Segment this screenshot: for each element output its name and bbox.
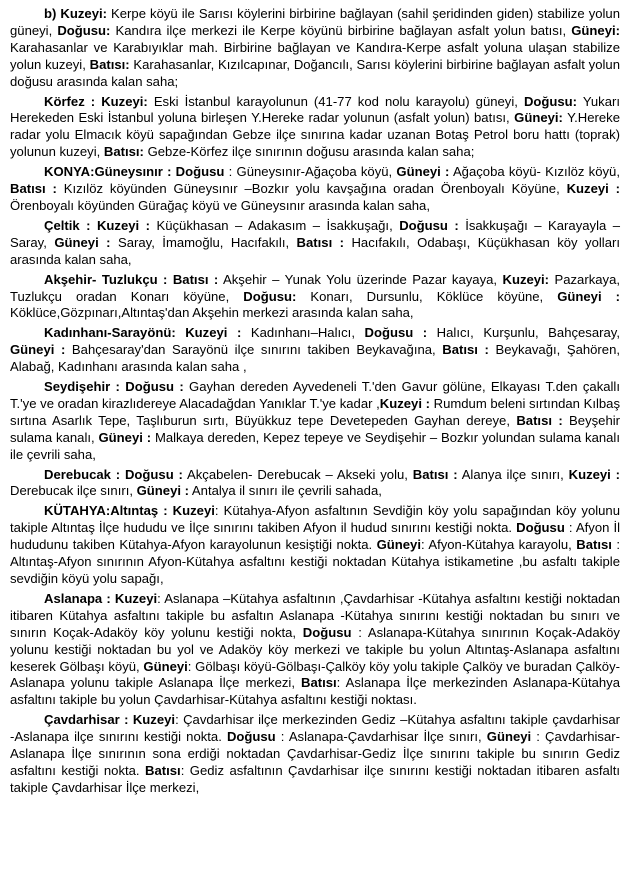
region-paragraph	[10, 467, 620, 501]
boundary-label: Kuzeyi :	[566, 181, 621, 197]
boundary-label: Aslanapa : Kuzeyi	[44, 590, 158, 606]
boundary-text: Konarı, Dursunlu, Köklüce köyüne,	[296, 288, 558, 304]
boundary-label: Batısı :	[296, 234, 345, 250]
boundary-label: Güneyi	[143, 658, 188, 674]
boundary-text: Beyşehir sulama kanalı,	[10, 412, 620, 445]
boundary-label: KONYA:Güneysınır : Doğusu	[44, 164, 225, 180]
boundary-label: Batısı :	[516, 412, 563, 428]
boundary-text: Halıcı, Kurşunlu, Bahçesaray,	[427, 325, 620, 341]
boundary-label: Çavdarhisar : Kuzeyi	[44, 712, 176, 728]
boundary-text: : Aslanapa İlçe merkezinden Aslanapa-Kütahya asfaltını takiple bu yolun Çavdarhisar-Kütahya asfaltını kestiği noktası.	[10, 675, 620, 708]
boundary-text: : Altıntaş-Afyon sınırının Afyon-Kütahya asfaltını kestiği noktadan Kütahya istikametine ,bu asfaltı takiple sevdiğin köyü yolu sapağı,	[10, 537, 620, 586]
boundary-text: Y.Hereke radar yolu Elmacık köyü sapağından Gebze ilçe sınırına kadar uzanan Botaş Petrol boru hattı (toprak) yolunun kuzeyi,	[10, 110, 620, 160]
boundary-label: Güneyi :	[10, 342, 66, 358]
region-paragraph	[10, 325, 620, 376]
boundary-text: Kandıra ilçe merkezi ile Kerpe köyünü birbirine bağlayan asfalt yolun batısı,	[110, 22, 572, 38]
boundary-text: Karahasanlar ve Karabıyıklar mah. Birbirine bağlayan ve Kandıra-Kerpe asfalt yoluna ulaşan stabilize yolun kuzeyi,	[10, 39, 620, 72]
boundary-text: : Çavdarhisar ilçe merkezinden Gediz –Kütahya asfaltını takiple çavdarhisar -Aslanapa ilçe sınırını kestiği nokta.	[10, 712, 621, 745]
boundary-text: Yukarı Herekeden Eski İstanbul yoluna birleşen Y.Hereke radar yolunun (asfalt yolun) batısı,	[10, 93, 620, 126]
boundary-text: Rumdum beleni sırtından Kılbaş sırtına Asarlık Tepe, Taşlıburun sırtı, Büyükkuz tepe Devetepeden Gayhan dereye,	[10, 395, 620, 428]
boundary-text: Örenboyalı köyünden Gürağaç köyü ve Güneysınır arasında kalan saha,	[10, 197, 430, 213]
region-paragraph	[10, 218, 620, 269]
boundary-text: : Aslanapa-Çavdarhisar İlçe sınırı,	[275, 729, 487, 745]
region-paragraph	[10, 503, 620, 588]
boundary-label: Kuzeyi :	[568, 466, 620, 482]
boundary-label: Kadınhanı-Sarayönü: Kuzeyi :	[44, 325, 242, 341]
boundary-text: Hacıfakılı, Odabaşı, Küçükhasan köy yolları arasında kalan saha,	[10, 234, 620, 267]
boundary-text: Derebucak ilçe sınırı,	[10, 483, 137, 499]
boundary-text: : Güneysınır-Ağaçoba köyü,	[224, 164, 397, 180]
boundary-text: Kızılöz köyünden Güneysınır –Bozkır yolu kavşağına oradan Örenboyalı Köyüne,	[56, 181, 567, 197]
boundary-label: Batısı:	[89, 56, 130, 72]
boundary-label: Körfez : Kuzeyi:	[44, 93, 148, 109]
boundary-label: Doğusu	[516, 520, 565, 536]
boundary-label: Kuzeyi:	[502, 271, 550, 287]
boundary-label: Batısı	[145, 762, 181, 778]
boundary-label: Akşehir- Tuzlukçu : Batısı :	[44, 271, 219, 287]
region-paragraph	[10, 94, 620, 162]
boundary-text: Eski İstanbul karayolunun (41-77 kod nolu karayolu) güneyi,	[147, 93, 524, 109]
boundary-label: Batısı :	[442, 342, 489, 358]
boundary-text: Saray, İmamoğlu, Hacıfakılı,	[110, 234, 297, 250]
boundary-label: Doğusu:	[57, 22, 111, 38]
region-paragraph	[10, 6, 620, 91]
boundary-label: Güneyi :	[98, 429, 152, 445]
boundary-label: KÜTAHYA:Altıntaş : Kuzeyi	[44, 503, 215, 519]
boundary-text: Alanya ilçe sınırı,	[457, 466, 569, 482]
boundary-label: Doğusu :	[399, 217, 459, 233]
boundary-text: Gebze-Körfez ilçe sınırının doğusu arasında kalan saha;	[143, 144, 475, 160]
boundary-label: Batısı :	[412, 466, 458, 482]
region-paragraph	[10, 272, 620, 323]
boundary-label: Doğusu	[226, 729, 276, 745]
boundary-label: Güneyi :	[136, 483, 190, 499]
boundary-text: Ağaçoba köyü- Kızılöz köyü,	[449, 164, 620, 180]
boundary-text: Antalya il sınırı ile çevrili sahada,	[189, 483, 382, 499]
boundary-label: Güneyi:	[571, 22, 620, 38]
boundary-text: Beykavağı, Şahören, Alabağ, Kadınhanı arasında kalan saha ,	[10, 342, 620, 375]
boundary-text: Karahasanlar, Kızılcapınar, Doğancılı, Sarısı köylerini birbirine bağlayan asfalt yolun doğusu arasında kalan saha;	[10, 56, 620, 89]
boundary-label: Güneyi	[376, 537, 421, 553]
boundary-text: : Gölbaşı köyü-Gölbaşı-Çalköy köy yolu takiple Çalköy ve buradan Çalköy-Aslanapa yolunu takiple Aslanapa İlçe merkezi,	[10, 658, 620, 691]
boundary-label: Batısı:	[103, 144, 144, 160]
boundary-label: Doğusu	[302, 624, 352, 640]
boundary-text: Akşehir – Yunak Yolu üzerinde Pazar kayaya,	[218, 271, 503, 287]
boundary-text: Küçükhasan – Adakasım – İsakkuşağı,	[150, 217, 400, 233]
region-paragraph	[10, 379, 620, 464]
boundary-label: Batısı	[301, 675, 337, 691]
boundary-label: Güneyi	[486, 729, 532, 745]
boundary-text: Bahçesaray'dan Sarayönü ilçe sınırını takiben Beykavağına,	[65, 342, 443, 358]
boundary-text: : Gediz asfaltının Çavdarhisar ilçe sınırını kestiği noktadan itibaren asfaltı takiple Çavdarhisar İlçe merkezi,	[10, 762, 620, 795]
boundary-text: : Çavdarhisar-Aslanapa İlçe sınırının sona erdiği noktadan Çavdarhisar-Gediz İlçe sınırını takiple bu sınırın Gediz asfaltını kestiği nokta.	[10, 729, 620, 778]
boundary-label: Güneyi:	[514, 110, 563, 126]
region-paragraph	[10, 591, 620, 709]
region-paragraph	[10, 712, 620, 797]
boundary-label: Derebucak : Doğusu :	[44, 466, 183, 482]
boundary-text: : Afyon İl hududunu takiben Kütahya-Afyon karayolunun kesiştiği nokta.	[10, 520, 621, 553]
boundary-text: Akçabelen- Derebucak – Akseki yolu,	[182, 466, 413, 482]
boundary-label: Doğusu :	[364, 325, 428, 341]
boundary-text: İsakkuşağı – Karayayla – Saray,	[10, 217, 621, 250]
boundary-label: Çeltik : Kuzeyi :	[44, 217, 150, 233]
boundary-text: Gayhan dereden Ayvedeneli T.'den Gavur gölüne, Elkayası T.den çakallı T.'ye ve oradan kirazlıdereye Alacadağdan Yanıklar T.'ye kadar ,	[10, 379, 620, 411]
boundary-text: Kadınhanı–Halıcı,	[241, 325, 365, 341]
boundary-text: : Afyon-Kütahya karayolu,	[420, 537, 577, 553]
boundary-label: Güneyi :	[396, 164, 450, 180]
boundary-text: Köklüce,Gözpınarı,Altıntaş'dan Akşehin merkezi arasında kalan saha,	[10, 305, 414, 321]
boundary-label: Kuzeyi :	[379, 395, 430, 411]
boundary-text: Kerpe köyü ile Sarısı köylerini birbirine bağlayan (sahil şeridinden giden) stabilize yolun güneyi,	[10, 6, 620, 38]
boundary-label: Batısı :	[10, 181, 57, 197]
boundary-text: : Kütahya-Afyon asfaltının Sevdiğin köy yolu sapağından köy yolunu takiple Altıntaş İlçe hududu ve İlçe sınırını takiben Afyon il hudud sınırını kestiği nokta.	[10, 503, 620, 536]
boundary-text: Pazarkaya, Tuzlukçu oradan Konarı köyüne,	[10, 271, 620, 304]
boundary-text: : Aslanapa –Kütahya asfaltının ,Çavdarhisar -Kütahya asfaltını kestiği noktadan itibaren Kütahya asfaltını takiple bu asfaltın Aslanapa -Kütahya sınırını kestiği noktadan bu sınırı ve sınırın Koçak-Adaköy köy yolunu kestiği nokta,	[10, 590, 621, 640]
boundary-label: Seydişehir : Doğusu :	[44, 379, 184, 395]
boundary-label: Güneyi :	[557, 288, 620, 304]
boundary-label: Batısı	[576, 537, 612, 553]
boundary-label: Güneyi :	[54, 234, 111, 250]
boundary-label: b) Kuzeyi:	[44, 6, 107, 21]
boundary-label: Doğusu:	[523, 93, 578, 109]
document-body	[10, 6, 620, 797]
boundary-text: : Aslanapa-Kütahya sınırının Koçak-Adaköy yolunu kestiği noktadan bu yol ve Adaköy köy merkezi ve takiple bu yolun Altıntaş-Aslanapa asfaltını keserek Gölbaşı köyü,	[10, 624, 620, 674]
boundary-label: Doğusu:	[243, 288, 297, 304]
boundary-text: Malkaya dereden, Kepez tepeye ve Seydişehir – Bozkır yolundan sulama kanalı ile çevrili saha,	[10, 429, 620, 462]
region-paragraph	[10, 164, 620, 215]
